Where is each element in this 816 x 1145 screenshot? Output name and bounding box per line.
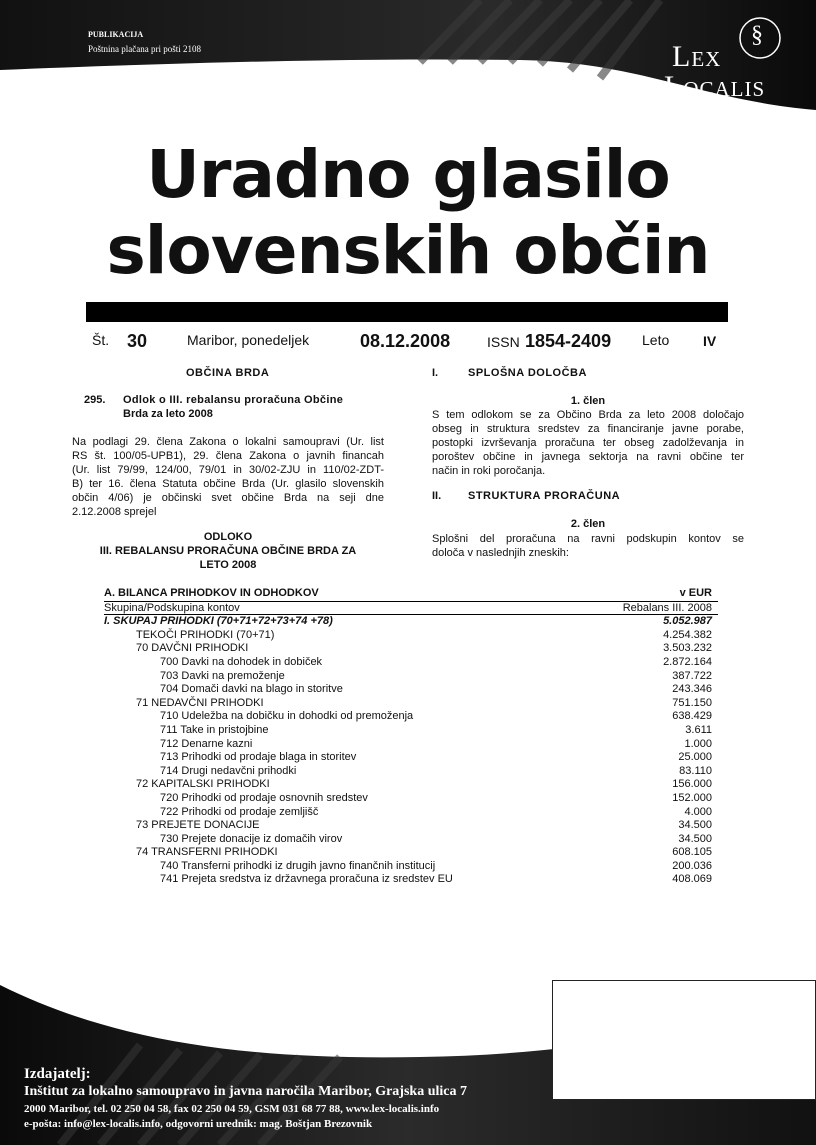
- intro-line: 2.12.2008 sprejel: [72, 506, 157, 518]
- issue-date: 08.12.2008: [360, 331, 451, 351]
- table-row-value: 3.611: [685, 723, 712, 736]
- table-row: [104, 656, 718, 670]
- table-row: [104, 629, 718, 643]
- table-row-label: 740 Transferni prihodki iz drugih javno finančnih institucij: [160, 859, 436, 872]
- clen2-line: določa v naslednjih zneskih:: [432, 547, 569, 559]
- logo-section-symbol: §: [751, 22, 763, 48]
- odlok-heading-line: ODLOKO: [203, 531, 253, 543]
- table-row-label: 71 NEDAVČNI PRIHODKI: [136, 696, 264, 709]
- intro-line: RS št. 100/05-UPB1), 29. člena Zakona o javnih financah: [72, 450, 384, 462]
- title-line1: Uradno glasilo: [146, 136, 670, 213]
- table-row-value: 608.105: [672, 846, 712, 859]
- table-row-label: 700 Davki na dohodek in dobiček: [160, 655, 323, 668]
- table-row: [104, 846, 718, 860]
- table-row-label: 741 Prejeta sredstva iz državnega proračuna iz sredstev EU: [160, 873, 453, 886]
- table-row-label: I. SKUPAJ PRIHODKI (70+71+72+73+74 +78): [104, 615, 333, 628]
- issn-number: 1854-2409: [525, 331, 612, 351]
- table-row: [104, 873, 718, 887]
- table-row-value: 4.000: [684, 805, 712, 818]
- blank-box: [552, 980, 816, 1100]
- clen2-paragraph: [432, 532, 744, 560]
- table-row-label: 722 Prihodki od prodaje zemljišč: [160, 805, 319, 818]
- table-row: [104, 710, 718, 724]
- table-row: [104, 778, 718, 792]
- table-row: [104, 615, 718, 629]
- table-row-label: 70 DAVČNI PRIHODKI: [136, 642, 249, 655]
- table-row-value: 200.036: [672, 859, 712, 872]
- footer-contact: 2000 Maribor, tel. 02 250 04 58, fax 02 250 04 59, GSM 031 68 77 88, www.lex-localis.info: [24, 1103, 440, 1115]
- leto-label: Leto: [642, 332, 670, 348]
- issn-label: ISSN: [487, 334, 520, 350]
- table-row-value: 408.069: [672, 873, 712, 886]
- table-row-value: 83.110: [679, 764, 712, 777]
- budget-table: [104, 587, 718, 887]
- clen1-line: poroštev občine in javnega sektorja na ravni občine ter: [432, 451, 744, 463]
- table-title-row: [104, 587, 718, 601]
- issue-number: 30: [127, 331, 148, 351]
- section2-title: STRUKTURA PRORAČUNA: [468, 490, 621, 502]
- issue-place-day: Maribor, ponedeljek: [187, 332, 310, 348]
- table-row-label: 704 Domači davki na blago in storitve: [160, 683, 343, 696]
- table-row-label: 713 Prihodki od prodaje blaga in storitev: [160, 751, 357, 764]
- section2-number: II.: [432, 490, 442, 502]
- table-row-value: 2.872.164: [663, 655, 712, 668]
- intro-line: Na podlagi 29. člena Zakona o lokalni samoupravi (Ur. list: [72, 436, 384, 448]
- table-unit: v EUR: [679, 587, 712, 599]
- table-row: [104, 792, 718, 806]
- table-row: [104, 860, 718, 874]
- table-row-label: TEKOČI PRIHODKI (70+71): [136, 628, 275, 641]
- table-row-label: 74 TRANSFERNI PRIHODKI: [136, 846, 278, 859]
- table-row: [104, 751, 718, 765]
- intro-line: občin 4/06) je občinski svet občine Brda na seji dne: [72, 492, 384, 504]
- table-row: [104, 724, 718, 738]
- intro-line: (Ur. list 79/99, 124/00, 79/01 in 30/02-ZJU in 110/02-ZDT-: [72, 464, 384, 476]
- table-title: A. BILANCA PRIHODKOV IN ODHODKOV: [104, 587, 319, 599]
- item-title-line1: Odlok o III. rebalansu proračuna Občine: [123, 394, 344, 406]
- logo-line1: Lex: [672, 40, 722, 73]
- table-row: [104, 833, 718, 847]
- footer-publisher-label: Izdajatelj:: [24, 1066, 91, 1082]
- table-col2-header: Rebalans III. 2008: [622, 601, 712, 614]
- item-title-line2: Brda za leto 2008: [123, 408, 213, 420]
- table-header-row: [104, 601, 718, 616]
- postnina-label: Poštnina plačana pri pošti 2108: [88, 44, 201, 54]
- table-row-label: 730 Prejete donacije iz domačih virov: [160, 832, 343, 845]
- footer-email: e-pošta: info@lex-localis.info, odgovorni urednik: mag. Boštjan Brezovnik: [24, 1118, 373, 1130]
- table-row-label: 711 Take in pristojbine: [160, 723, 269, 736]
- table-row-value: 4.254.382: [663, 628, 712, 641]
- clen1-line: postopki izvrševanja proračuna ter obseg zadolževanja in: [432, 437, 744, 449]
- table-row-label: 720 Prihodki od prodaje osnovnih sredstev: [160, 791, 368, 804]
- table-row-value: 387.722: [672, 669, 712, 682]
- odlok-heading-line: LETO 2008: [199, 559, 257, 571]
- table-row: [104, 819, 718, 833]
- leto-value: IV: [703, 333, 717, 349]
- table-body: [104, 615, 718, 887]
- intro-line: B) ter 16. člena Statuta občine Brda (Ur. glasilo slovenskih: [72, 478, 384, 490]
- table-col1-header: Skupina/Podskupina kontov: [104, 601, 240, 614]
- table-row-label: 710 Udeležba na dobičku in dohodki od premoženja: [160, 710, 414, 723]
- table-row-value: 34.500: [678, 832, 712, 845]
- table-row-label: 714 Drugi nedavčni prihodki: [160, 764, 297, 777]
- publikacija-label: PUBLIKACIJA: [88, 30, 144, 39]
- clen1-line: S tem odlokom se za Občino Brda za leto 2008 določajo: [432, 409, 744, 421]
- issue-st-label: Št.: [92, 332, 110, 348]
- title-divider-bar: [86, 302, 728, 322]
- clen1-line: način in roki poročanja.: [432, 465, 546, 477]
- clen1-heading: 1. člen: [570, 395, 606, 407]
- table-row-label: 712 Denarne kazni: [160, 737, 253, 750]
- table-row: [104, 670, 718, 684]
- section1-number: I.: [432, 367, 439, 379]
- odlok-heading-line: III. REBALANSU PRORAČUNA OBČINE BRDA ZA: [99, 545, 357, 557]
- logo-line2: Localis: [664, 70, 766, 103]
- table-row-value: 34.500: [678, 819, 712, 832]
- clen2-heading: 2. člen: [570, 518, 606, 530]
- table-row-value: 25.000: [678, 751, 712, 764]
- table-row: [104, 738, 718, 752]
- clen1-paragraph: [432, 408, 744, 478]
- table-row-value: 5.052.987: [663, 615, 712, 628]
- section1-title: SPLOŠNA DOLOČBA: [468, 367, 587, 379]
- table-row-value: 751.150: [672, 696, 712, 709]
- clen1-line: obseg in struktura sredstev za financiranje javne porabe,: [432, 423, 744, 435]
- odlok-heading: [72, 530, 384, 572]
- table-row-label: 703 Davki na premoženje: [160, 669, 285, 682]
- table-row-label: 72 KAPITALSKI PRIHODKI: [136, 778, 270, 791]
- clen2-line: Splošni del proračuna na ravni podskupin kontov se: [432, 533, 744, 545]
- table-row-value: 1.000: [684, 737, 712, 750]
- table-row-label: 73 PREJETE DONACIJE: [136, 819, 260, 832]
- table-row-value: 152.000: [672, 791, 712, 804]
- table-row: [104, 642, 718, 656]
- table-row: [104, 806, 718, 820]
- title-line2: slovenskih občin: [106, 212, 710, 289]
- intro-paragraph: [72, 435, 384, 519]
- table-row: [104, 765, 718, 779]
- item-number: 295.: [84, 394, 106, 406]
- table-row: [104, 683, 718, 697]
- footer-publisher-name: Inštitut za lokalno samoupravo in javna naročila Maribor, Grajska ulica 7: [24, 1084, 467, 1099]
- table-row-value: 3.503.232: [663, 642, 712, 655]
- table-row: [104, 697, 718, 711]
- municipality-heading: OBČINA BRDA: [186, 367, 270, 379]
- table-row-value: 243.346: [672, 683, 712, 696]
- table-row-value: 638.429: [672, 710, 712, 723]
- table-row-value: 156.000: [672, 778, 712, 791]
